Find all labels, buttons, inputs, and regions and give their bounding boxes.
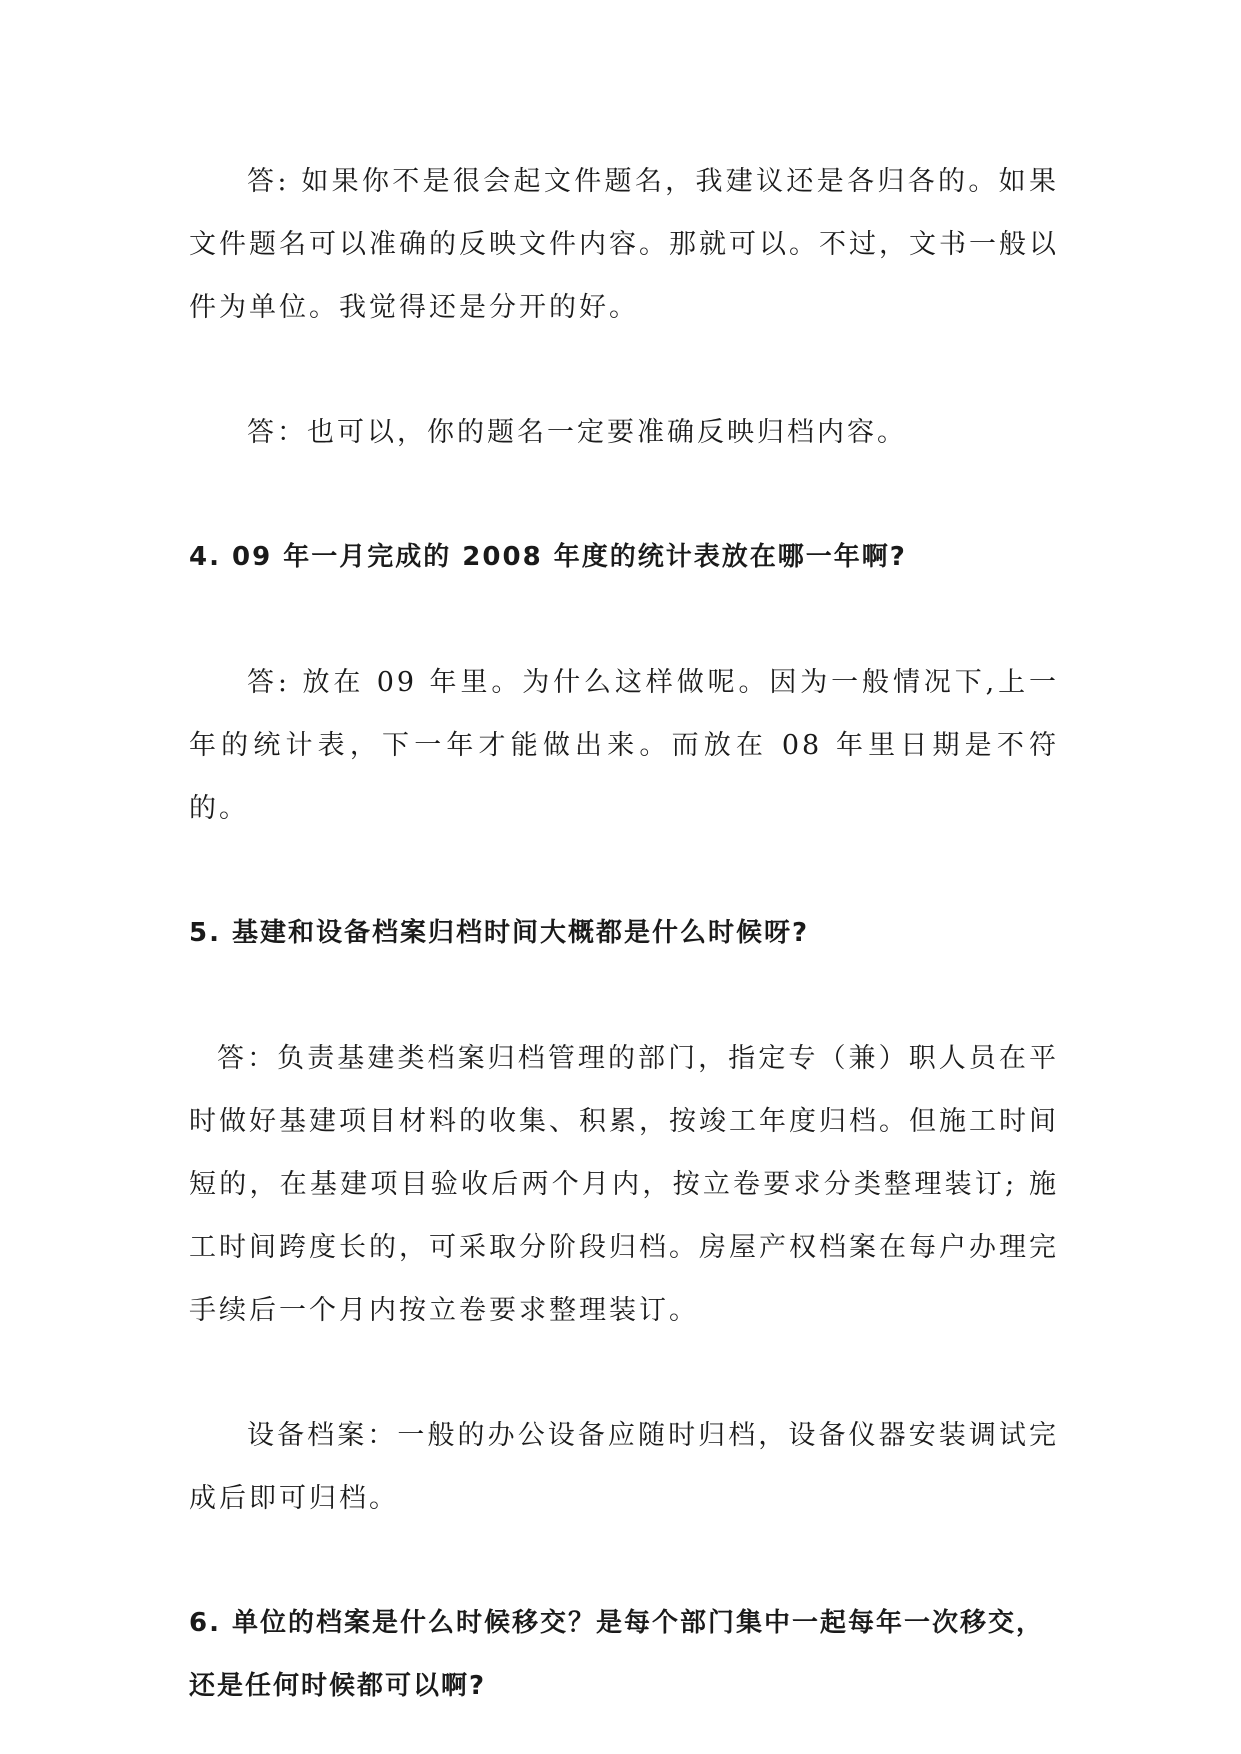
spacer (189, 339, 1059, 401)
answer-paragraph-5: 设备档案：一般的办公设备应随时归档，设备仪器安装调试完成后即可归档。 (189, 1420, 1059, 1514)
question-4: 4. 09 年一月完成的 2008 年度的统计表放在哪一年啊? (189, 542, 907, 572)
spacer (189, 1530, 1059, 1592)
document-page (189, 150, 1059, 1718)
spacer (189, 840, 1059, 902)
answer-paragraph-4: 答：负责基建类档案归档管理的部门，指定专（兼）职人员在平时做好基建项目材料的收集、积累，按竣工年度归档。但施工时间短的，在基建项目验收后两个月内，按立卷要求分类整理装订; 施工时间跨度长的，可采取分阶段归档。房屋产权档案在每户办理完手续后一个月内按立卷要求整理装订。 (189, 1043, 1059, 1326)
spacer (189, 589, 1059, 651)
spacer (189, 464, 1059, 526)
answer-paragraph-1: 答: 如果你不是很会起文件题名，我建议还是各归各的。如果文件题名可以准确的反映文件内容。那就可以。不过，文书一般以件为单位。我觉得还是分开的好。 (189, 166, 1059, 323)
question-6: 6. 单位的档案是什么时候移交？是每个部门集中一起每年一次移交，还是任何时候都可以啊? (189, 1608, 1045, 1701)
answer-paragraph-2: 答：也可以，你的题名一定要准确反映归档内容。 (247, 417, 907, 448)
spacer (189, 965, 1059, 1027)
question-5: 5. 基建和设备档案归档时间大概都是什么时候呀? (189, 918, 810, 948)
answer-paragraph-3: 答: 放在 09 年里。为什么这样做呢。因为一般情况下,上一年的统计表，下一年才能做出来。而放在 08 年里日期是不符的。 (189, 667, 1059, 824)
spacer (189, 1342, 1059, 1404)
